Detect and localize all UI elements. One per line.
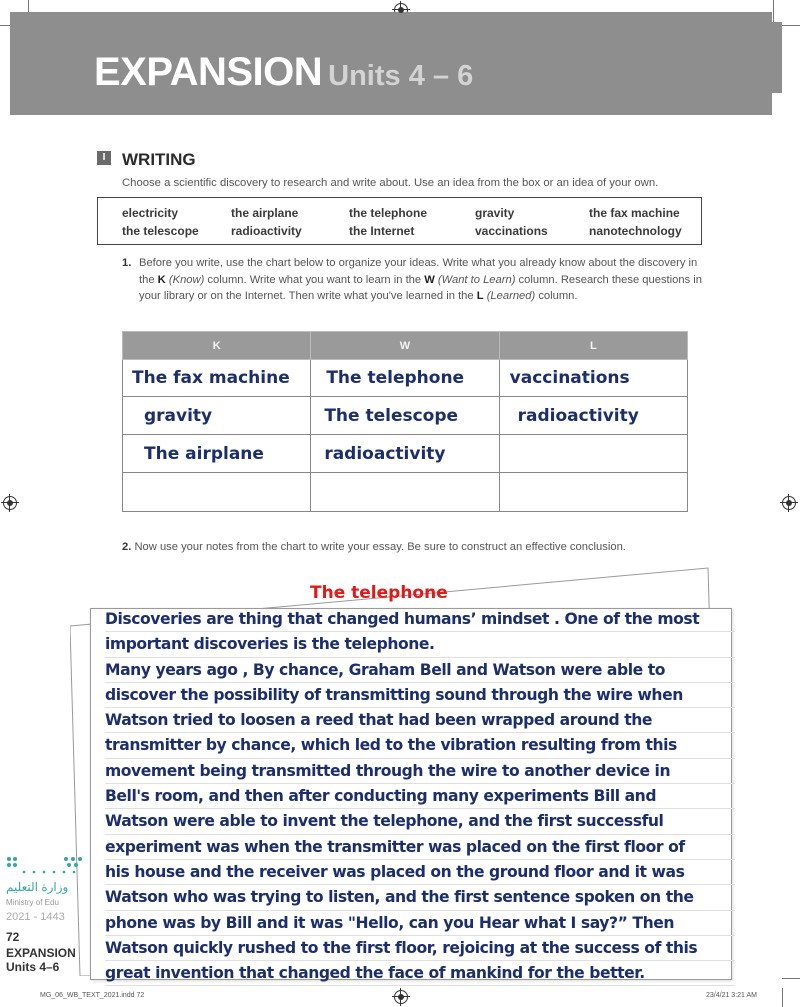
footer-unit-label: EXPANSION Units 4–6 — [6, 946, 76, 974]
essay-line: Watson tried to loosen a reed that had been wrapped around the — [105, 708, 735, 733]
instruction-2 — [122, 541, 626, 553]
word-option: the Internet — [349, 224, 415, 238]
instruction-text — [139, 255, 707, 305]
kwl-row — [123, 397, 688, 435]
word-option: the telescope — [122, 224, 199, 238]
section-intro: Choose a scientific discovery to research and write about. Use an idea from the box or an idea of your own. — [122, 177, 659, 189]
instruction-number: 1. — [122, 257, 132, 269]
kwl-cell-w[interactable] — [311, 473, 499, 512]
essay-line: Watson quickly rushed to the first floor, rejoicing at the success of this — [105, 936, 735, 961]
word-option: the fax machine — [589, 206, 680, 220]
word-option: the telephone — [349, 206, 428, 220]
essay-line: important discoveries is the telephone. — [105, 632, 735, 657]
essay-line: Discoveries are thing that changed humans’ mindset . One of the most — [105, 607, 735, 632]
registration-mark-icon — [3, 496, 17, 510]
instruction-text: Now use your notes from the chart to write your essay. Be sure to construct an effective conclusion. — [134, 541, 626, 553]
kwl-cell-k[interactable] — [123, 473, 311, 512]
page-number: 72 — [6, 930, 20, 944]
banner-tab — [772, 22, 782, 93]
ministry-logo-arabic: وزارة التعليم — [6, 880, 69, 894]
word-option: radioactivity — [231, 224, 302, 238]
print-slug-file: MG_06_WB_TEXT_2021.indd 72 — [40, 992, 145, 999]
word-option: electricity — [122, 206, 179, 220]
essay-line: great invention that changed the face of mankind for the better. — [105, 961, 735, 986]
kwl-cell-l[interactable] — [499, 435, 687, 473]
kwl-cell-w[interactable]: radioactivity — [311, 435, 499, 473]
kwl-cell-k[interactable]: The airplane — [123, 435, 311, 473]
crop-mark — [782, 988, 783, 1007]
word-option: nanotechnology — [589, 224, 682, 238]
essay-line: phone was by Bill and it was "Hello, can you Hear what I say?” Then — [105, 911, 735, 936]
crop-mark — [782, 978, 800, 979]
ministry-logo-year: 2021 - 1443 — [6, 911, 65, 923]
kwl-cell-l[interactable]: vaccinations — [499, 360, 687, 397]
kwl-header-k: K — [123, 332, 311, 360]
essay-text[interactable] — [105, 607, 735, 986]
kwl-header-row — [123, 332, 688, 360]
instruction-1 — [122, 255, 707, 305]
kwl-row — [123, 435, 688, 473]
word-box — [97, 197, 702, 245]
essay-line: his house and the receiver was placed on the ground floor and it was — [105, 860, 735, 885]
kwl-cell-k[interactable]: gravity — [123, 397, 311, 435]
essay-line: Watson were able to invent the telephone, and the first successful — [105, 809, 735, 834]
k-letter: K — [157, 273, 166, 286]
instruction-part: column. Research these questions in your library or on the Internet. Then write what you've learned in the — [139, 273, 702, 302]
kwl-row — [123, 360, 688, 397]
essay-line: transmitter by chance, which led to the vibration resulting from this — [105, 733, 735, 758]
kwl-cell-w[interactable]: The telescope — [311, 397, 499, 435]
w-letter: W — [424, 273, 435, 286]
essay-line: movement being transmitted through the wire to another device in — [105, 759, 735, 784]
essay-line: Many years ago , By chance, Graham Bell and Watson were able to — [105, 658, 735, 683]
word-option: the airplane — [231, 206, 299, 220]
registration-mark-icon — [782, 496, 796, 510]
essay-line: experiment was when the transmitter was placed on the first floor of — [105, 835, 735, 860]
kwl-cell-k[interactable]: The fax machine — [123, 360, 311, 397]
essay-line: Watson who was trying to listen, and the first sentence spoken on the — [105, 885, 735, 910]
l-label: (Learned) — [486, 290, 536, 302]
w-label: (Want to Learn) — [437, 273, 516, 286]
essay-line: Bell's room, and then after conducting many experiments Bill and — [105, 784, 735, 809]
essay-line: discover the possibility of transmitting sound through the wire when — [105, 683, 735, 708]
word-option: gravity — [475, 206, 515, 220]
kwl-chart — [122, 331, 688, 512]
instruction-part: Before you write, use the chart below to organize your ideas. Write what you already know about the discovery in the — [139, 257, 698, 286]
k-label: (Know) — [168, 273, 205, 286]
crop-mark — [773, 0, 774, 22]
registration-mark-icon — [394, 990, 408, 1004]
banner-subtitle: Units 4 – 6 — [328, 60, 474, 92]
print-slug-date: 23/4/21 3:21 AM — [706, 992, 757, 999]
kwl-header-l: L — [499, 332, 687, 360]
kwl-cell-l[interactable]: radioactivity — [499, 397, 687, 435]
ministry-logo-icon — [6, 856, 86, 876]
kwl-cell-l[interactable] — [499, 473, 687, 512]
kwl-header-w: W — [311, 332, 499, 360]
crop-mark — [780, 25, 800, 26]
page-title — [94, 50, 473, 95]
l-letter: L — [476, 290, 484, 302]
essay-title: The telephone — [310, 583, 448, 603]
kwl-row — [123, 473, 688, 512]
kwl-cell-w[interactable]: The telephone — [311, 360, 499, 397]
banner-title: EXPANSION — [94, 50, 323, 94]
instruction-number: 2. — [122, 541, 132, 553]
instruction-part: column. Write what you want to learn in the — [204, 273, 425, 286]
section-badge: I — [97, 151, 111, 165]
instruction-part: column. — [535, 290, 578, 302]
word-option: vaccinations — [475, 224, 548, 238]
ministry-logo-english: Ministry of Edu — [6, 898, 59, 907]
section-title: WRITING — [122, 150, 196, 169]
